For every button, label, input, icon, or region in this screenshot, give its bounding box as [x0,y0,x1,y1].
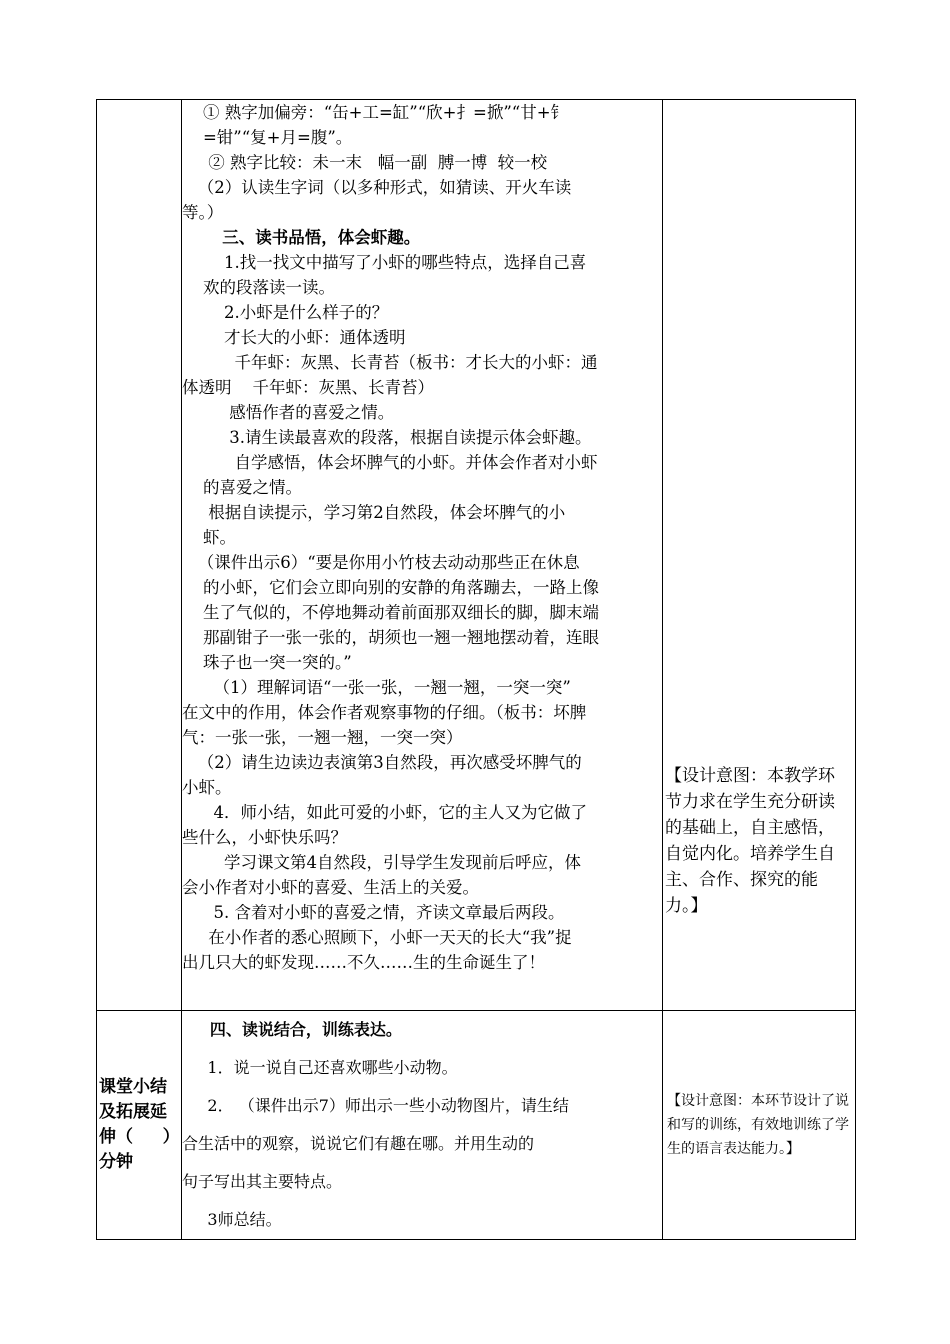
table-row [97,1011,856,1240]
teaching-process-cell [182,1011,663,1240]
teaching-process-cell [182,100,663,1011]
text-line: 1.找一找文中描写了小虾的哪些特点，选择自己喜 [182,253,587,272]
text-line: 的小虾，它们会立即向别的安静的角落蹦去，一路上像 [182,578,599,597]
text-line: 4．师小结，如此可爱的小虾，它的主人又为它做了 [182,803,587,822]
text-line: （2）认读生字词（以多种形式，如猜读、开火车读 [182,178,572,197]
lesson-plan-table [96,99,856,1240]
text-line: 根据自读提示，学习第2自然段，体会坏脾气的小 [182,503,566,522]
text-line: 合生活中的观察，说说它们有趣在哪。并用生动的 [182,1134,535,1153]
text-line: 虾。 [182,528,236,547]
stage-label: 课堂小结及拓展延伸（ ）分钟 [99,1077,180,1172]
text-line: 感悟作者的喜爱之情。 [182,403,395,422]
text-line: 在小作者的悉心照顾下，小虾一天天的长大“我”捉 [182,928,572,947]
section-heading: 四、读说结合，训练表达。 [182,1020,402,1039]
text-line: （1）理解词语“一张一张，一翘一翘，一突一突” [182,678,571,697]
design-intent-note: 【设计意图：本教学环节力求在学生充分研读的基础上，自主感悟，自觉内化。培养学生自主、合作、探究的能力。】 [665,766,835,916]
stage-label-cell [97,100,182,1011]
text-line: 等。） [182,203,224,222]
text-line: 句子写出其主要特点。 [182,1172,343,1191]
text-line: （课件出示6）“要是你用小竹枝去动动那些正在休息 [182,553,580,572]
text-line: 生了气似的，不停地舞动着前面那双细长的脚，脚末端 [182,603,599,622]
text-line: 才长大的小虾：通体透明 [182,328,406,347]
text-line: 出几只大的虾发现……不久……生的生命诞生了！ [182,953,545,972]
text-line: 千年虾：灰黑、长青苔（板书：才长大的小虾：通 [182,353,598,372]
text-line: 些什么，小虾快乐吗？ [182,828,347,847]
text-line: 自学感悟，体会坏脾气的小虾。并体会作者对小虾 [182,453,598,472]
design-intent-cell [663,100,856,1011]
text-line: 3.请生读最喜欢的段落，根据自读提示体会虾趣。 [182,428,592,447]
text-line: 5. 含着对小虾的喜爱之情，齐读文章最后两段。 [182,903,565,922]
text-line: 1．说一说自己还喜欢哪些小动物。 [182,1058,458,1077]
section-heading: 三、读书品悟，体会虾趣。 [182,228,421,247]
table-row [97,100,856,1011]
text-line: 那副钳子一张一张的，胡须也一翘一翘地摆动着，连眼 [182,628,599,647]
text-line: 2.小虾是什么样子的？ [182,303,389,322]
text-line: 气：一张一张，一翘一翘，一突一突） [182,728,463,747]
text-line: =钳”“复+月=腹”。 [182,128,353,147]
text-line: 欢的段落读一读。 [182,278,335,297]
text-line: 小虾。 [182,778,232,797]
text-line: 会小作者对小虾的喜爱、生活上的关爱。 [182,878,479,897]
text-line: 体透明 千年虾：灰黑、长青苔） [182,378,434,397]
text-line: ① 熟字加偏旁：“缶+工=缸”“欣+扌=掀”“甘+钅 [182,103,568,122]
design-intent-note: 【设计意图：本环节设计了说和写的训练，有效地训练了学生的语言表达能力。】 [667,1093,849,1157]
design-intent-cell [663,1011,856,1240]
text-line: 2． （课件出示7）师出示一些小动物图片，请生结 [182,1096,569,1115]
text-line: 学习课文第4自然段，引导学生发现前后呼应，体 [182,853,581,872]
text-line: 的喜爱之情。 [182,478,302,497]
text-line: ② 熟字比较：未一末 幅一副 膊一博 较一校 [182,153,548,172]
text-line: 在文中的作用，体会作者观察事物的仔细。（板书：坏脾 [182,703,587,722]
text-line: （2）请生边读边表演第3自然段，再次感受坏脾气的 [182,753,582,772]
stage-label-cell [97,1011,182,1240]
text-line: 3师总结。 [182,1210,282,1229]
text-line: 珠子也一突一突的。” [182,653,352,672]
